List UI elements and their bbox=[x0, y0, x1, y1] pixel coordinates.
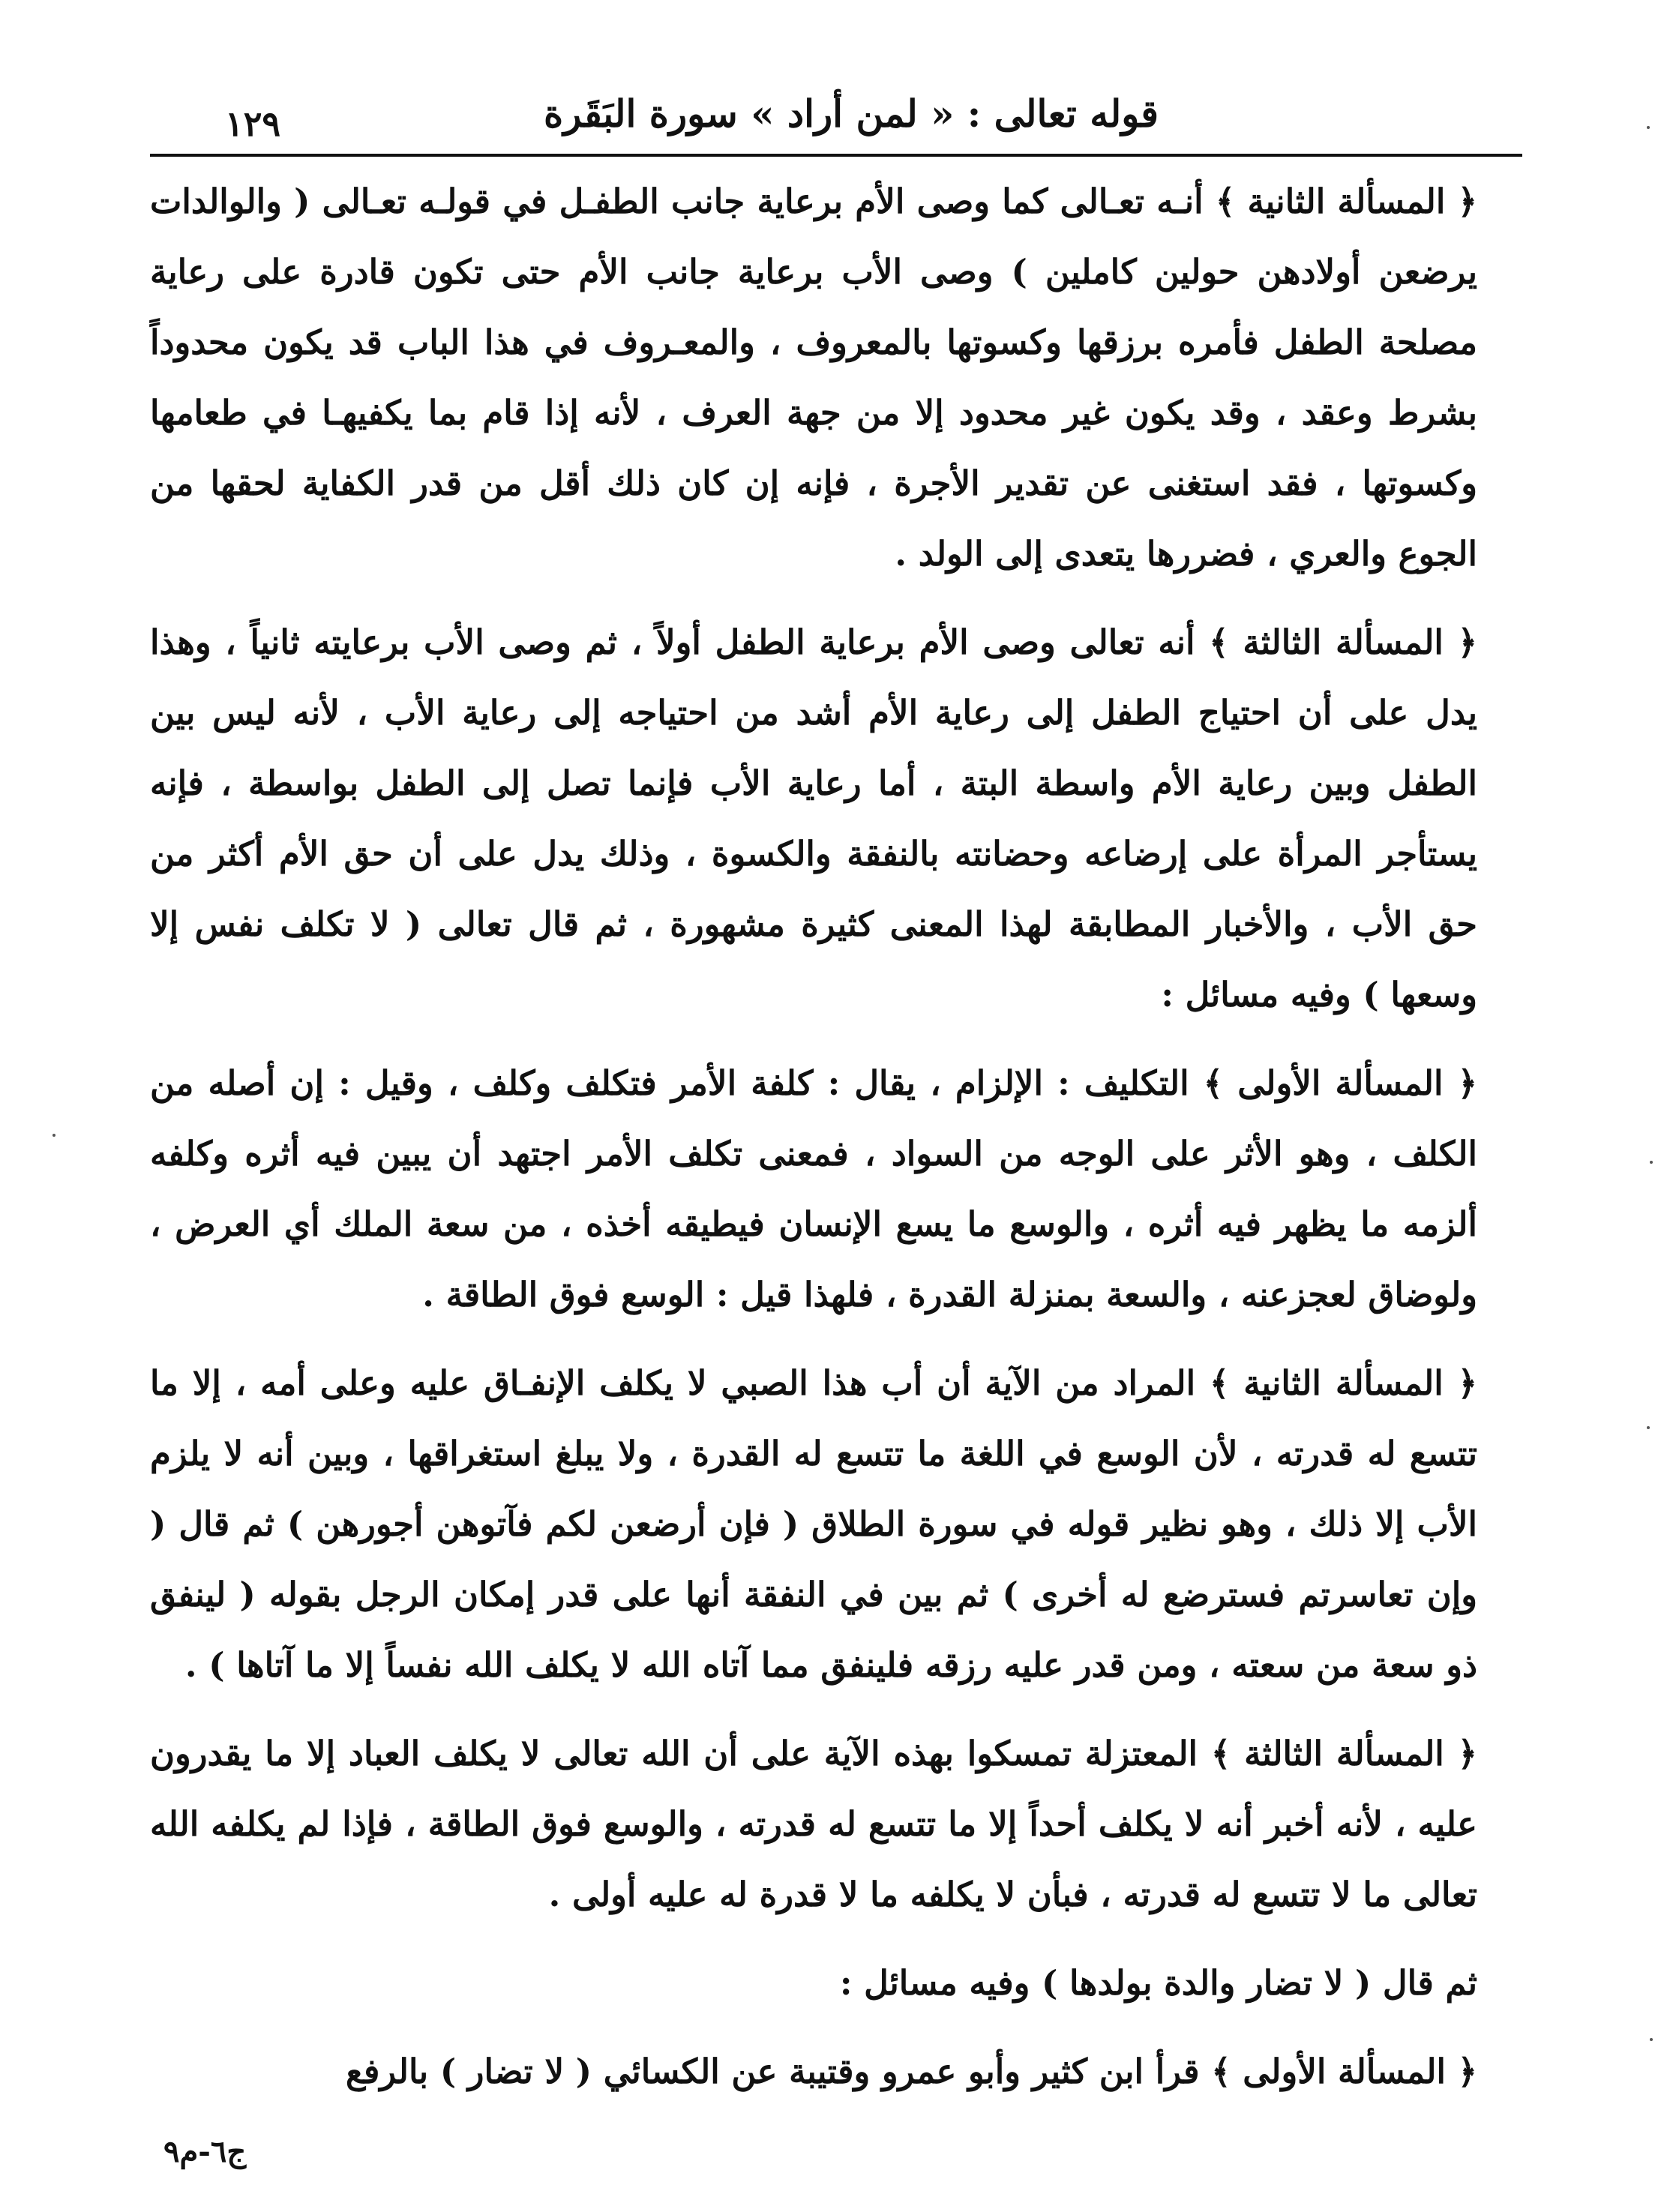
paragraph-text: أنه تعالى وصى الأم برعاية الطفل أولاً ، ثم وصى الأب برعايته ثانياً ، وهذا يدل على أن احتياج الطفل إلى رعاية الأم أشد من احتياجه إلى رعاية الأب ، لأنه ليس بين الطفل وبين رعاية الأم واسطة البتة ، أما رعاية الأب فإنما تصل إلى الطفل بواسطة ، فإنه يستأجر المرأة على إرضاعه وحضانته بالنفقة والكسوة ، وذلك يدل على أن حق الأم أكثر من حق الأب ، والأخبار المطابقة لهذا المعنى كثيرة مشهورة ، ثم قال تعالى ( لا تكلف نفس إلا وسعها ) وفيه مسائل : bbox=[150, 622, 1477, 1015]
scan-speck bbox=[1650, 2038, 1653, 2041]
header-divider bbox=[150, 154, 1522, 157]
paragraph-heading: ﴿ المسألة الأولى ﴾ bbox=[1203, 1063, 1477, 1103]
paragraph-text: المعتزلة تمسكوا بهذه الآية على أن الله تعالى لا يكلف العباد إلا ما يقدرون عليه ، لأنه أخبر أنه لا يكلف أحداً إلا ما تتسع له قدرته ، والوسع فوق الطاقة ، فإذا لم يكلفه الله تعالى ما لا تتسع له قدرته ، فبأن لا يكلفه ما لا قدرة له عليه أولى . bbox=[150, 1734, 1477, 1914]
scan-speck bbox=[1647, 126, 1650, 129]
signature-mark: ج٦-م٩ bbox=[163, 2134, 247, 2169]
paragraph-text: ثم قال ( لا تضار والدة بولدها ) وفيه مسائل : bbox=[839, 1963, 1477, 2003]
running-header bbox=[180, 81, 1522, 145]
paragraph-masala-1 bbox=[150, 1048, 1522, 1330]
paragraph-masala-2b bbox=[150, 1348, 1522, 1701]
paragraph-masala-3 bbox=[150, 607, 1522, 1030]
paragraph-masala-3b bbox=[150, 1719, 1522, 1930]
paragraph-masala-1b bbox=[150, 2037, 1522, 2107]
page-body bbox=[150, 166, 1522, 2125]
paragraph-heading: ﴿ المسألة الثانية ﴾ bbox=[1209, 1363, 1477, 1403]
paragraph-text: قرأ ابن كثير وأبو عمرو وقتيبة عن الكسائي ( لا تضار ) بالرفع bbox=[345, 2052, 1212, 2091]
paragraph-verse-intro bbox=[150, 1948, 1522, 2019]
paragraph-heading: ﴿ المسألة الثالثة ﴾ bbox=[1210, 1734, 1478, 1773]
paragraph-heading: ﴿ المسألة الثالثة ﴾ bbox=[1209, 622, 1477, 662]
paragraph-masala-2 bbox=[150, 166, 1522, 589]
header-title: قوله تعالى : « لمن أراد » سورة البَقَرة bbox=[544, 91, 1159, 136]
paragraph-text: أنـه تعـالى كما وصى الأم برعاية جانب الطفـل في قولـه تعـالى ( والوالدات يرضعن أولادهن حولين كاملين ) وصى الأب برعاية جانب الأم حتى تكون قادرة على رعاية مصلحة الطفل فأمره برزقها وكسوتها بالمعروف ، والمعـروف في هذا الباب قد يكون محدوداً بشرط وعقد ، وقد يكون غير محدود إلا من جهة العرف ، لأنه إذا قام بما يكفيهـا في طعامها وكسوتها ، فقد استغنى عن تقدير الأجرة ، فإنه إن كان ذلك أقل من قدر الكفاية لحقها من الجوع والعري ، فضررها يتعدى إلى الولد . bbox=[150, 181, 1477, 574]
page-number: ١٢٩ bbox=[225, 103, 281, 144]
paragraph-heading: ﴿ المسألة الثانية ﴾ bbox=[1215, 181, 1477, 221]
paragraph-text: المراد من الآية أن أب هذا الصبي لا يكلف الإنفـاق عليه وعلى أمه ، إلا ما تتسع له قدرته ، لأن الوسع في اللغة ما تتسع له القدرة ، ولا يبلغ استغراقها ، وبين أنه لا يلزم الأب إلا ذلك ، وهو نظير قوله في سورة الطلاق ( فإن أرضعن لكم فآتوهن أجورهن ) ثم قال ( وإن تعاسرتم فسترضع له أخرى ) ثم بين في النفقة أنها على قدر إمكان الرجل بقوله ( لينفق ذو سعة من سعته ، ومن قدر عليه رزقه فلينفق مما آتاه الله لا يكلف الله نفساً إلا ما آتاها ) . bbox=[150, 1363, 1477, 1685]
scan-speck bbox=[1647, 1426, 1650, 1429]
scan-speck bbox=[1650, 1161, 1653, 1164]
scan-speck bbox=[52, 1134, 55, 1137]
paragraph-text: التكليف : الإلزام ، يقال : كلفة الأمر فتكلف وكلف ، وقيل : إن أصله من الكلف ، وهو الأثر على الوجه من السواد ، فمعنى تكلف الأمر اجتهد أن يبين فيه أثره وكلفه ألزمه ما يظهر فيه أثره ، والوسع ما يسع الإنسان فيطيقه أخذه ، من سعة الملك أي العرض ، ولوضاق لعجزعنه ، والسعة بمنزلة القدرة ، فلهذا قيل : الوسع فوق الطاقة . bbox=[150, 1063, 1477, 1314]
paragraph-heading: ﴿ المسألة الأولى ﴾ bbox=[1211, 2052, 1477, 2091]
